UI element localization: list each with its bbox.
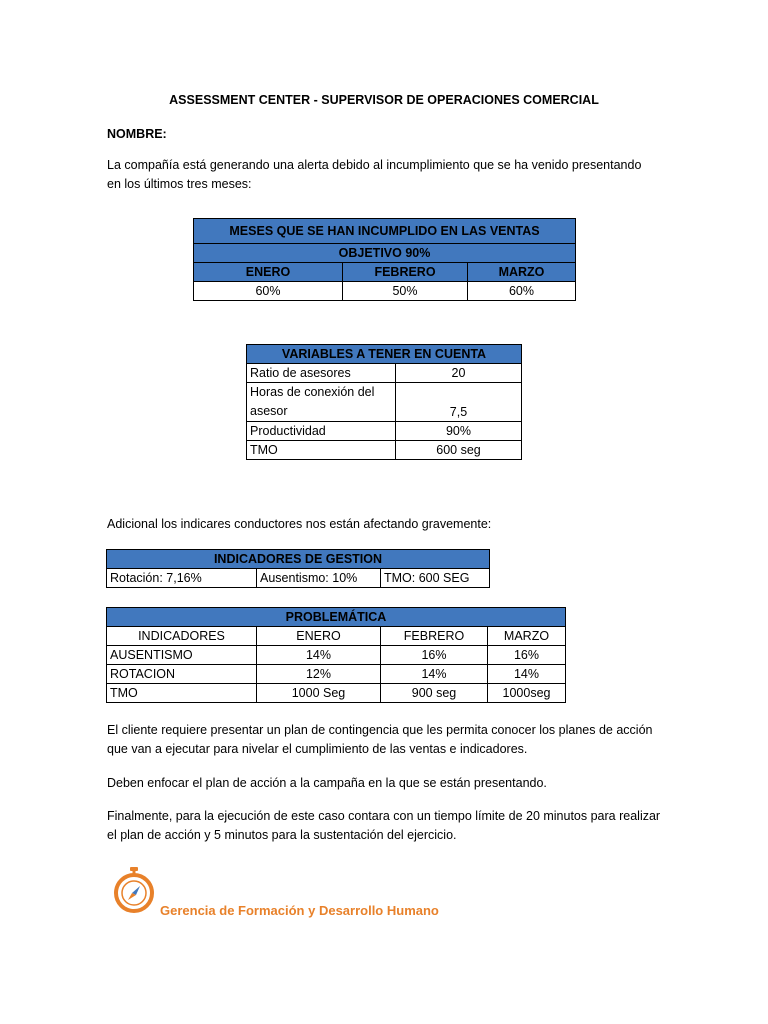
problem-header: ENERO	[257, 627, 381, 646]
problem-table-title: PROBLEMÁTICA	[107, 608, 566, 627]
problem-cell: 16%	[488, 646, 566, 665]
problem-cell: 14%	[257, 646, 381, 665]
variable-label: Productividad	[247, 422, 396, 441]
variable-value: 90%	[396, 422, 522, 441]
gestion-table-title: INDICADORES DE GESTION	[107, 550, 490, 569]
problem-cell: 14%	[488, 665, 566, 684]
footer-department: Gerencia de Formación y Desarrollo Humano	[160, 903, 439, 918]
problem-cell: 12%	[257, 665, 381, 684]
month-value: 60%	[468, 282, 576, 301]
sales-objective: OBJETIVO 90%	[194, 244, 576, 263]
month-header: ENERO	[194, 263, 343, 282]
table-row	[107, 684, 566, 703]
variables-table	[246, 344, 522, 460]
problem-cell: TMO	[107, 684, 257, 703]
variable-value: 600 seg	[396, 441, 522, 460]
problem-cell: 900 seg	[381, 684, 488, 703]
name-label: NOMBRE:	[107, 127, 167, 141]
gestion-cell: Ausentismo: 10%	[257, 569, 381, 588]
closing-p1-line-1: El cliente requiere presentar un plan de contingencia que les permita conocer los planes de acción	[107, 723, 653, 737]
table-row	[107, 665, 566, 684]
closing-p2: Deben enfocar el plan de acción a la campaña en la que se están presentando.	[107, 776, 547, 790]
gestion-table	[106, 549, 490, 588]
problem-cell: AUSENTISMO	[107, 646, 257, 665]
problem-header: FEBRERO	[381, 627, 488, 646]
variable-label: TMO	[247, 441, 396, 460]
problem-cell: 1000seg	[488, 684, 566, 703]
month-value: 50%	[343, 282, 468, 301]
closing-p3-line-2: el plan de acción y 5 minutos para la sustentación del ejercicio.	[107, 828, 457, 842]
problem-cell: 14%	[381, 665, 488, 684]
intro-line-2: en los últimos tres meses:	[107, 177, 252, 191]
problem-table	[106, 607, 566, 703]
table-row	[107, 646, 566, 665]
month-value: 60%	[194, 282, 343, 301]
variable-label-line: asesor	[250, 404, 288, 418]
compass-icon	[113, 866, 155, 914]
variable-label	[247, 383, 396, 422]
problem-header: MARZO	[488, 627, 566, 646]
variable-value: 20	[396, 364, 522, 383]
variable-label-line: Horas de conexión del	[250, 385, 375, 399]
month-header: FEBRERO	[343, 263, 468, 282]
closing-p1-line-2: que van a ejecutar para nivelar el cumplimiento de las ventas e indicadores.	[107, 742, 528, 756]
indicators-intro: Adicional los indicares conductores nos están afectando gravemente:	[107, 517, 492, 531]
sales-table	[193, 218, 576, 301]
variable-label: Ratio de asesores	[247, 364, 396, 383]
closing-p3-line-1: Finalmente, para la ejecución de este caso contara con un tiempo límite de 20 minutos para realizar	[107, 809, 661, 823]
problem-cell: 16%	[381, 646, 488, 665]
variable-value: 7,5	[396, 383, 522, 422]
month-header: MARZO	[468, 263, 576, 282]
sales-table-title: MESES QUE SE HAN INCUMPLIDO EN LAS VENTAS	[194, 219, 576, 244]
problem-cell: ROTACION	[107, 665, 257, 684]
gestion-cell: TMO: 600 SEG	[381, 569, 490, 588]
problem-cell: 1000 Seg	[257, 684, 381, 703]
document-title: ASSESSMENT CENTER - SUPERVISOR DE OPERACIONES COMERCIAL	[169, 93, 599, 107]
problem-header: INDICADORES	[107, 627, 257, 646]
gestion-cell: Rotación: 7,16%	[107, 569, 257, 588]
variables-table-title: VARIABLES A TENER EN CUENTA	[247, 345, 522, 364]
intro-line-1: La compañía está generando una alerta debido al incumplimiento que se ha venido presentando	[107, 158, 642, 172]
